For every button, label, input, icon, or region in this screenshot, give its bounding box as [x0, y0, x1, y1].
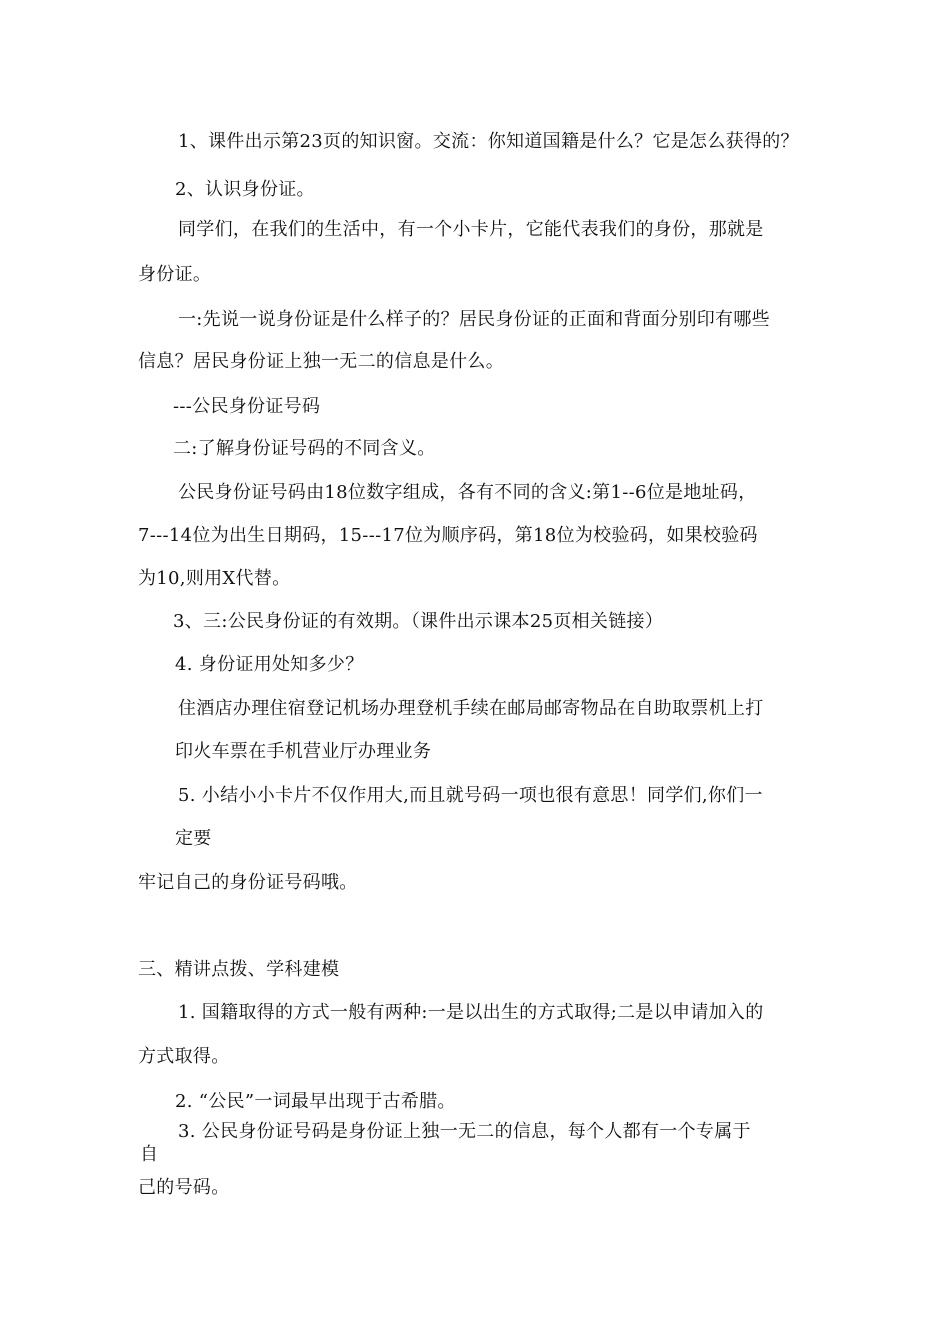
paragraph-line: 一:先说一说身份证是什么样子的？居民身份证的正面和背面分别印有哪些: [178, 309, 770, 330]
paragraph-line: 2. “公民”一词最早出现于古希腊。: [175, 1091, 456, 1112]
paragraph-line: 4. 身份证用处知多少？: [175, 654, 364, 675]
paragraph-line: 为10,则用X代替。: [138, 568, 291, 589]
section-heading: 三、精讲点拨、学科建模: [138, 959, 340, 980]
paragraph-line: 3. 公民身份证号码是身份证上独一无二的信息，每个人都有一个专属于: [178, 1121, 751, 1142]
paragraph-line: 公民身份证号码由18位数字组成，各有不同的含义:第1--6位是地址码，: [178, 482, 757, 503]
paragraph-line: 身份证。: [138, 264, 212, 285]
paragraph-line: 定要: [175, 828, 212, 849]
paragraph-line: 己的号码。: [138, 1177, 230, 1198]
paragraph-line: 方式取得。: [138, 1046, 230, 1067]
paragraph-line: ---公民身份证号码: [173, 396, 321, 417]
paragraph-line: 牢记自己的身份证号码哦。: [138, 872, 358, 893]
paragraph-line: 2、认识身份证。: [175, 179, 315, 200]
paragraph-line: 7---14位为出生日期码，15---17位为顺序码，第18位为校验码，如果校验码: [138, 525, 758, 546]
paragraph-line: 5. 小结小小卡片不仅作用大,而且就号码一项也很有意思！同学们,你们一: [178, 785, 763, 806]
paragraph-line: 1、课件出示第23页的知识窗。交流：你知道国籍是什么？它是怎么获得的？: [178, 131, 799, 152]
paragraph-line: 信息？居民身份证上独一无二的信息是什么。: [138, 351, 504, 372]
paragraph-line: 同学们，在我们的生活中，有一个小卡片，它能代表我们的身份，那就是: [178, 219, 764, 240]
paragraph-line: 自: [140, 1144, 159, 1165]
paragraph-line: 住酒店办理住宿登记机场办理登机手续在邮局邮寄物品在自助取票机上打: [178, 698, 764, 719]
paragraph-line: 印火车票在手机营业厅办理业务: [175, 741, 432, 762]
paragraph-line: 3、三:公民身份证的有效期。（课件出示课本25页相关链接）: [173, 611, 664, 632]
paragraph-line: 二:了解身份证号码的不同含义。: [173, 438, 436, 459]
paragraph-line: 1. 国籍取得的方式一般有两种:一是以出生的方式取得;二是以申请加入的: [178, 1002, 764, 1023]
